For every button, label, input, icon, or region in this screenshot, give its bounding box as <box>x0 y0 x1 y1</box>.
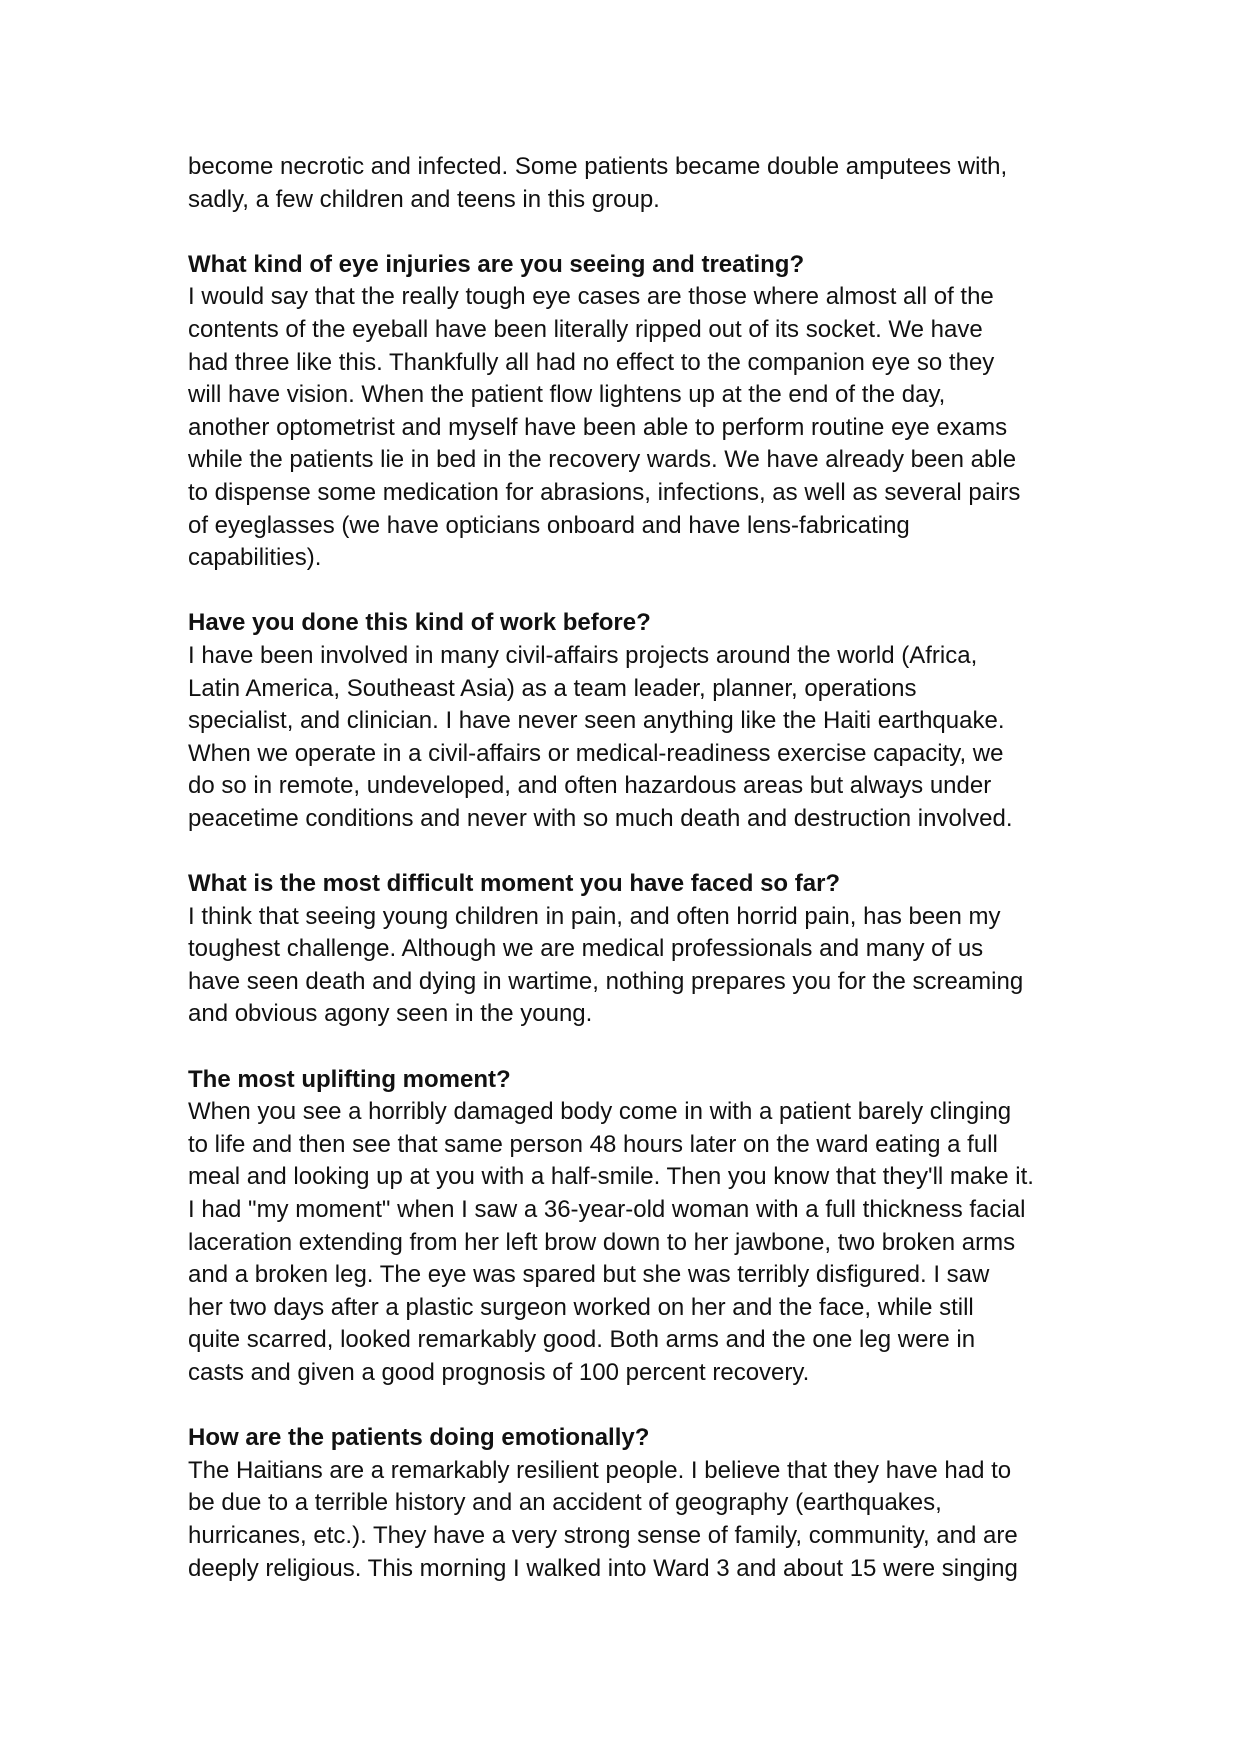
question-heading: How are the patients doing emotionally? <box>188 1424 650 1452</box>
answer-line: while the patients lie in bed in the recovery wards. We have already been able <box>188 446 1017 474</box>
answer-line: The Haitians are a remarkably resilient people. I believe that they have had to <box>188 1456 1012 1484</box>
answer-line: to life and then see that same person 48 hours later on the ward eating a full <box>188 1130 998 1158</box>
answer-line: and obvious agony seen in the young. <box>188 1000 593 1028</box>
paragraph-line: sadly, a few children and teens in this group. <box>188 185 660 213</box>
answer-line: contents of the eyeball have been literally ripped out of its socket. We have <box>188 315 983 343</box>
qa-section-emotional-state <box>188 1422 1068 1585</box>
paragraph-line: become necrotic and infected. Some patients became double amputees with, <box>188 153 1008 180</box>
answer-line: do so in remote, undeveloped, and often hazardous areas but always under <box>188 772 992 800</box>
answer-line: her two days after a plastic surgeon worked on her and the face, while still <box>188 1293 974 1321</box>
question-heading: What is the most difficult moment you have faced so far? <box>188 870 841 898</box>
qa-section-prior-work <box>188 607 1068 835</box>
question-heading: Have you done this kind of work before? <box>188 609 651 637</box>
answer-line: of eyeglasses (we have opticians onboard and have lens-fabricating <box>188 511 910 539</box>
answer-line: deeply religious. This morning I walked into Ward 3 and about 15 were singing <box>188 1554 1018 1582</box>
answer-line: capabilities). <box>188 544 322 572</box>
document-page <box>188 151 1068 1585</box>
answer-line: I had "my moment" when I saw a 36-year-old woman with a full thickness facial <box>188 1196 1026 1223</box>
answer-line: meal and looking up at you with a half-smile. Then you know that they'll make it. <box>188 1163 1034 1191</box>
qa-section-difficult-moment <box>188 868 1068 1031</box>
qa-section-uplifting-moment <box>188 1064 1068 1390</box>
question-heading: What kind of eye injuries are you seeing and treating? <box>188 250 805 278</box>
answer-line: laceration extending from her left brow down to her jawbone, two broken arms <box>188 1228 1016 1256</box>
qa-section-eye-injuries <box>188 249 1068 575</box>
answer-line: I have been involved in many civil-affairs projects around the world (Africa, <box>188 641 978 669</box>
answer-line: casts and given a good prognosis of 100 percent recovery. <box>188 1358 810 1386</box>
answer-line: peacetime conditions and never with so much death and destruction involved. <box>188 804 1013 832</box>
answer-line: be due to a terrible history and an accident of geography (earthquakes, <box>188 1489 942 1517</box>
answer-line: I would say that the really tough eye cases are those where almost all of the <box>188 283 994 311</box>
answer-line: toughest challenge. Although we are medical professionals and many of us <box>188 935 984 963</box>
intro-paragraph <box>188 151 1068 216</box>
answer-line: hurricanes, etc.). They have a very strong sense of family, community, and are <box>188 1521 1018 1549</box>
answer-line: to dispense some medication for abrasions, infections, as well as several pairs <box>188 478 1021 506</box>
answer-line: will have vision. When the patient flow lightens up at the end of the day, <box>188 381 946 409</box>
question-heading: The most uplifting moment? <box>188 1065 511 1093</box>
answer-line: I think that seeing young children in pain, and often horrid pain, has been my <box>188 902 1001 930</box>
answer-line: When you see a horribly damaged body come in with a patient barely clinging <box>188 1098 1012 1126</box>
answer-line: quite scarred, looked remarkably good. Both arms and the one leg were in <box>188 1326 976 1354</box>
answer-line: another optometrist and myself have been able to perform routine eye exams <box>188 413 1008 441</box>
answer-line: and a broken leg. The eye was spared but she was terribly disfigured. I saw <box>188 1261 990 1289</box>
answer-line: specialist, and clinician. I have never seen anything like the Haiti earthquake. <box>188 707 1005 735</box>
answer-line: Latin America, Southeast Asia) as a team leader, planner, operations <box>188 674 917 702</box>
answer-line: have seen death and dying in wartime, nothing prepares you for the screaming <box>188 967 1024 995</box>
answer-line: When we operate in a civil-affairs or medical-readiness exercise capacity, we <box>188 739 1004 767</box>
answer-line: had three like this. Thankfully all had no effect to the companion eye so they <box>188 348 995 376</box>
